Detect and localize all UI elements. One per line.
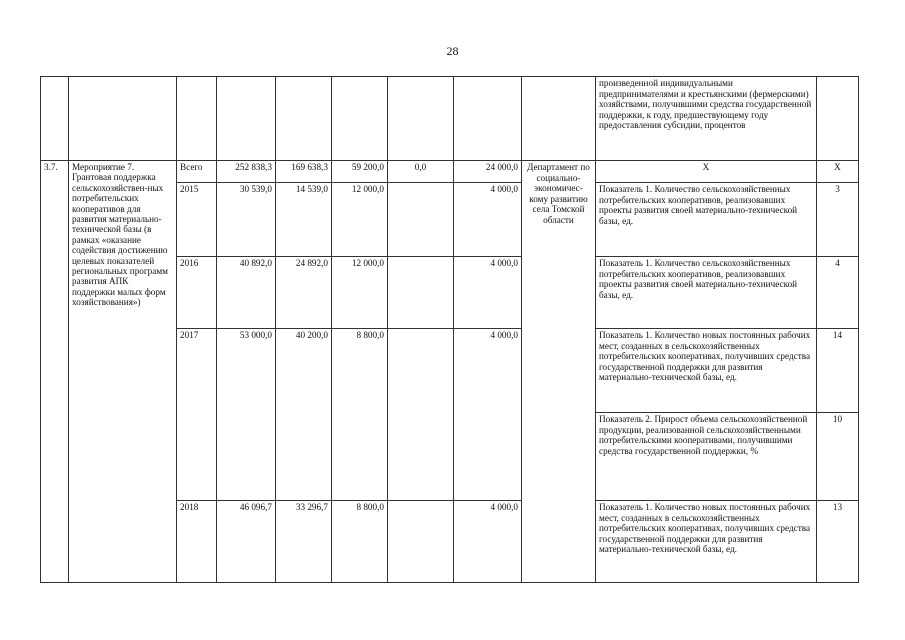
regional-amount: 12 000,0: [332, 183, 388, 257]
federal-amount: 33 296,7: [276, 501, 332, 583]
cell-empty: [522, 77, 596, 161]
indicator-text: Показатель 1. Количество сельскохозяйственных потребительских кооперативов, реализовавших проекты развития своей материально-технической базы, ед.: [596, 257, 817, 329]
program-table: [40, 76, 859, 583]
extra-amount: 24 000,0: [454, 161, 522, 183]
regional-amount: 59 200,0: [332, 161, 388, 183]
indicator-text: Показатель 1. Количество сельскохозяйственных потребительских кооперативов, реализовавших проекты развития своей материально-технической базы, ед.: [596, 183, 817, 257]
local-amount: [388, 501, 454, 583]
extra-amount: 4 000,0: [454, 257, 522, 329]
regional-amount: 8 800,0: [332, 501, 388, 583]
total-amount: 46 096,7: [217, 501, 276, 583]
indicator-text: произведенной индивидуальными предпринимателями и крестьянскими (фермерскими) хозяйствами, получившими средства государственной поддержки, к году, предшествующему году предоставления субсидии, процентов: [596, 77, 817, 161]
indicator-value: 3: [817, 183, 859, 257]
cell-empty: [388, 77, 454, 161]
total-row: [41, 161, 859, 183]
period: 2017: [177, 329, 217, 501]
indicator-value: 4: [817, 257, 859, 329]
event-number: 3.7.: [41, 161, 69, 583]
cell-empty: [332, 77, 388, 161]
period: 2018: [177, 501, 217, 583]
indicator-text: Показатель 1. Количество новых постоянных рабочих мест, созданных в сельскохозяйственных потребительских кооперативах, получивших средства государственной поддержки для развития материально-технической базы, ед.: [596, 329, 817, 413]
total-amount: 40 892,0: [217, 257, 276, 329]
indicator-value: Х: [817, 161, 859, 183]
cell-empty: [41, 77, 69, 161]
total-amount: 30 539,0: [217, 183, 276, 257]
extra-amount: 4 000,0: [454, 501, 522, 583]
cell-empty: [454, 77, 522, 161]
indicator-value: 14: [817, 329, 859, 413]
regional-amount: 8 800,0: [332, 329, 388, 501]
indicator-value: 13: [817, 501, 859, 583]
cell-empty: [276, 77, 332, 161]
cell-empty: [217, 77, 276, 161]
total-amount: 252 838,3: [217, 161, 276, 183]
period: Всего: [177, 161, 217, 183]
cell-empty: [817, 77, 859, 161]
federal-amount: 169 638,3: [276, 161, 332, 183]
page-number: 28: [446, 44, 459, 58]
total-amount: 53 000,0: [217, 329, 276, 501]
cell-empty: [69, 77, 177, 161]
federal-amount: 14 539,0: [276, 183, 332, 257]
extra-amount: 4 000,0: [454, 329, 522, 501]
event-name: Мероприятие 7. Грантовая поддержка сельскохозяйствен-ных потребительских кооперативов для развития материально-технической базы (в рамках «оказание содействия достижению целевых показателей региональных программ развития АПК поддержки малых форм хозяйствования»): [69, 161, 177, 583]
period: 2015: [177, 183, 217, 257]
regional-amount: 12 000,0: [332, 257, 388, 329]
federal-amount: 40 200,0: [276, 329, 332, 501]
indicator-text: Показатель 2. Прирост объема сельскохозяйственной продукции, реализованной сельскохозяйственными потребительскими кооперативами, получившими средства государственной поддержки, %: [596, 413, 817, 501]
local-amount: 0,0: [388, 161, 454, 183]
indicator-text: Показатель 1. Количество новых постоянных рабочих мест, созданных в сельскохозяйственных потребительских кооперативах, получивших средства государственной поддержки для развития материально-технической базы, ед.: [596, 501, 817, 583]
cell-empty: [177, 77, 217, 161]
local-amount: [388, 329, 454, 501]
indicator-text: Х: [596, 161, 817, 183]
extra-amount: 4 000,0: [454, 183, 522, 257]
indicator-value: 10: [817, 413, 859, 501]
federal-amount: 24 892,0: [276, 257, 332, 329]
local-amount: [388, 183, 454, 257]
period: 2016: [177, 257, 217, 329]
local-amount: [388, 257, 454, 329]
executor: Департамент по социально-экономичес-кому развитию села Томской области: [522, 161, 596, 583]
continuation-row: [41, 77, 859, 161]
